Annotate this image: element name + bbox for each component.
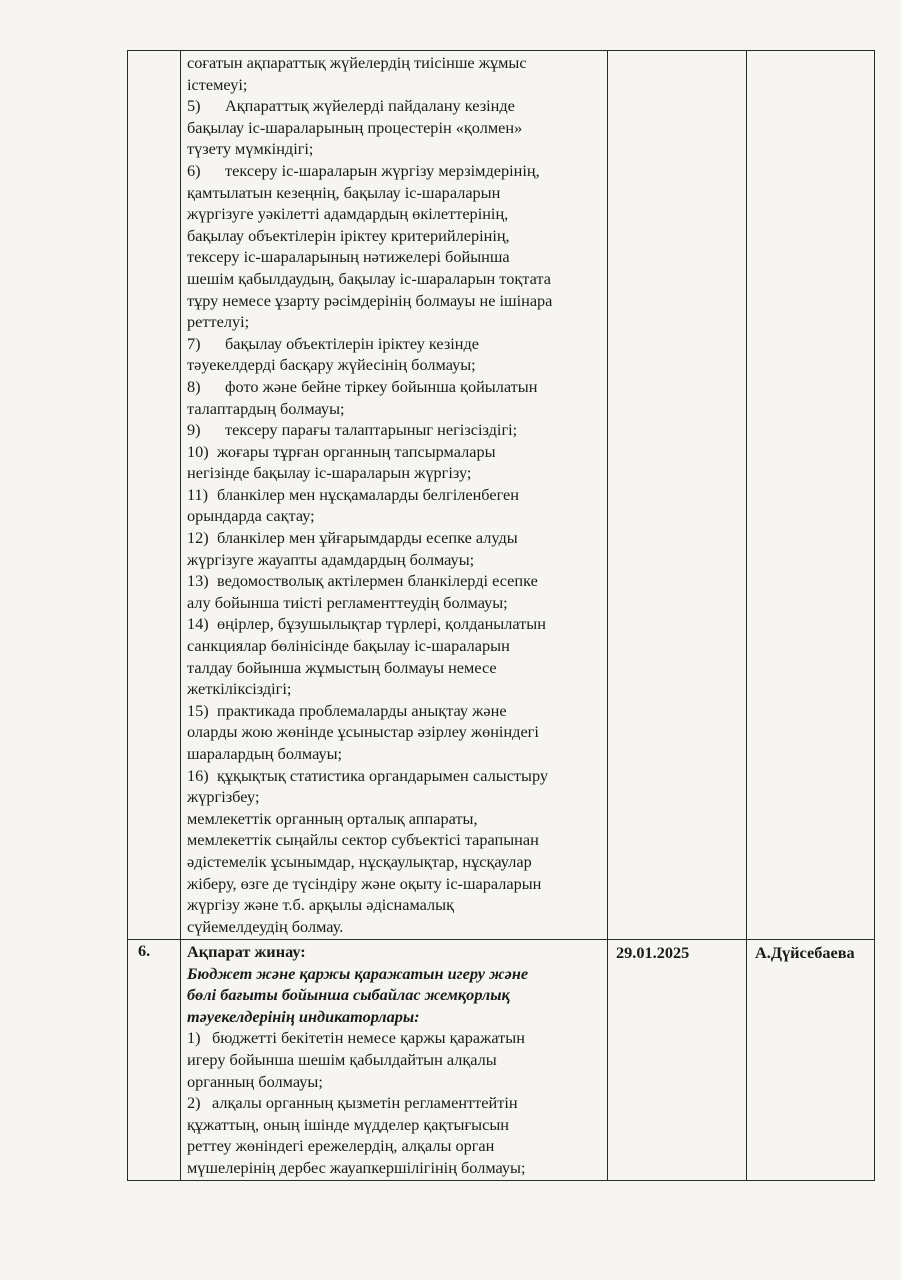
number-cell: [128, 51, 181, 940]
text-line: игеру бойынша шешім қабылдайтын алқалы: [187, 1049, 497, 1069]
date-cell: [608, 940, 747, 1181]
list-item-text: бюджетті бекітетін немесе қаржы қаражатын: [212, 1028, 525, 1048]
responsible-cell: [747, 940, 875, 1181]
text-line: мемлекеттік органның орталық аппараты,: [187, 808, 478, 828]
text-line: бақылау объектілерін іріктеу критерийлерінің,: [187, 225, 510, 245]
list-item-number: 11): [187, 484, 209, 504]
list-item-text: құқықтық статистика органдарымен салыстыру: [217, 765, 549, 785]
text-line: сүйемелдеудің болмау.: [187, 916, 344, 936]
text-line: құжаттың, оның ішінде мүдделер қақтығысын: [187, 1114, 509, 1134]
text-line: жүргізуге уәкілетті адамдардың өкілеттерінің,: [187, 204, 509, 224]
list-item-text: Ақпараттық жүйелерді пайдалану кезінде: [225, 96, 515, 116]
list-item-line: [187, 376, 601, 398]
table-row-continued: [128, 51, 875, 940]
description-cell: [181, 51, 608, 940]
text-line: реттеу жөніндегі ережелердің, алқалы орган: [187, 1136, 495, 1156]
list-item-text: тексеру парағы талаптарыныг негізсіздігі;: [225, 420, 518, 440]
text-line: әдістемелік ұсынымдар, нұсқаулықтар, нұсқаулар: [187, 851, 532, 871]
list-item-line: [187, 1027, 601, 1049]
list-item-text: жоғары тұрған органның тапсырмалары: [217, 441, 496, 461]
list-item-line: [187, 570, 601, 592]
list-item-text: бақылау объектілерін іріктеу кезінде: [225, 333, 480, 353]
text-line: жүргізуге жауапты адамдардың болмауы;: [187, 549, 475, 569]
list-item-line: [187, 765, 601, 787]
list-item-line: [187, 700, 601, 722]
list-item-number: 6): [187, 160, 201, 180]
text-line: соғатын ақпараттық жүйелердің тиісінше жұмыс: [187, 53, 527, 72]
list-item-line: [187, 1092, 601, 1114]
text-line: реттелуі;: [187, 312, 250, 332]
text-line: шаралардың болмауы;: [187, 744, 343, 763]
list-item-text: практикада проблемаларды анықтау және: [217, 700, 507, 720]
list-item-line: [187, 613, 601, 635]
list-item-text: бланкілер мен ұйғарымдарды есепке алуды: [217, 528, 518, 548]
list-item-line: [187, 333, 601, 355]
text-line: бақылау іс-шараларының процестерін «қолмен»: [187, 117, 523, 137]
text-line: жүргізбеу;: [187, 787, 260, 807]
text-line: жеткіліксіздігі;: [187, 679, 292, 699]
list-item-number: 2): [187, 1093, 201, 1113]
list-item-line: [187, 527, 601, 549]
description-text: [181, 51, 607, 937]
text-line: негізінде бақылау іс-шараларын жүргізу;: [187, 463, 472, 483]
list-item-text: ведомостволық актілермен бланкілерді есепке: [217, 571, 538, 591]
text-line: тексеру іс-шараларының нәтижелері бойынша: [187, 247, 510, 267]
text-line: істемеуі;: [187, 74, 248, 94]
list-item-text: алқалы органның қызметін регламенттейтін: [212, 1093, 518, 1113]
list-item-number: 15): [187, 700, 209, 720]
text-line: қамтылатын кезеңнің, бақылау іс-шараларын: [187, 182, 501, 202]
list-item-text: фото және бейне тіркеу бойынша қойылатын: [225, 376, 538, 396]
list-item-number: 14): [187, 614, 209, 634]
text-line: талдау бойынша жұмыстың болмауы немесе: [187, 657, 497, 677]
text-line: мемлекеттік сыңайлы сектор субъектісі тарапынан: [187, 830, 539, 850]
list-item-number: 10): [187, 441, 209, 461]
list-item-number: 1): [187, 1028, 201, 1048]
list-item-line: [187, 441, 601, 463]
text-line: түзету мүмкіндігі;: [187, 139, 314, 159]
list-item-text: бланкілер мен нұсқамаларды белгіленбеген: [217, 484, 519, 504]
list-item-line: [187, 160, 601, 182]
number-cell: [128, 940, 181, 1181]
list-item-text: өңірлер, бұзушылықтар түрлері, қолданылатын: [217, 614, 546, 634]
text-line: тұру немесе ұзарту рәсімдерінің болмауы не ішінара: [187, 290, 553, 310]
section-subheading-line: тәуекелдерінің индикаторлары:: [187, 1006, 420, 1026]
text-line: санкциялар бөлінісінде бақылау іс-шараларын: [187, 636, 510, 656]
text-line: органның болмауы;: [187, 1071, 323, 1091]
date-cell: [608, 51, 747, 940]
list-item-line: [187, 419, 601, 441]
text-line: тәуекелдерді басқару жүйесінің болмауы;: [187, 355, 476, 375]
list-item-number: 13): [187, 571, 209, 591]
description-cell: [181, 940, 608, 1181]
description-text: [181, 940, 607, 1179]
list-item-line: [187, 95, 601, 117]
text-line: алу бойынша тиісті регламенттеудің болмауы;: [187, 592, 508, 612]
list-item-number: 9): [187, 420, 201, 440]
list-item-number: 12): [187, 528, 209, 548]
list-item-line: [187, 484, 601, 506]
text-line: оларды жою жөнінде ұсыныстар әзірлеу жөніндегі: [187, 722, 539, 742]
list-item-number: 7): [187, 333, 201, 353]
section-subheading-line: бөлі бағыты бойынша сыбайлас жемқорлық: [187, 985, 510, 1005]
responsible-cell: [747, 51, 875, 940]
text-line: орындарда сақтау;: [187, 506, 315, 526]
list-item-number: 5): [187, 96, 201, 116]
text-line: талаптардың болмауы;: [187, 398, 345, 418]
list-item-number: 16): [187, 765, 209, 785]
text-line: жүргізу және т.б. арқылы әдіснамалық: [187, 895, 454, 915]
list-item-text: тексеру іс-шараларын жүргізу мерзімдерінің,: [225, 160, 540, 180]
plan-table: [127, 50, 875, 1181]
section-heading: Ақпарат жинау:: [187, 942, 306, 961]
text-line: шешім қабылдаудың, бақылау іс-шараларын тоқтата: [187, 268, 551, 288]
text-line: жіберу, өзге де түсіндіру және оқыту іс-шараларын: [187, 873, 542, 893]
section-subheading-line: Бюджет және қаржы қаражатын игеру және: [187, 963, 529, 983]
list-item-number: 8): [187, 376, 201, 396]
responsible-person: А.Дүйсебаева: [755, 943, 855, 962]
due-date: 29.01.2025: [616, 943, 690, 962]
row-number: 6.: [138, 941, 151, 960]
table-row-6: [128, 940, 875, 1181]
text-line: мүшелерінің дербес жауапкершілігінің болмауы;: [187, 1157, 526, 1177]
